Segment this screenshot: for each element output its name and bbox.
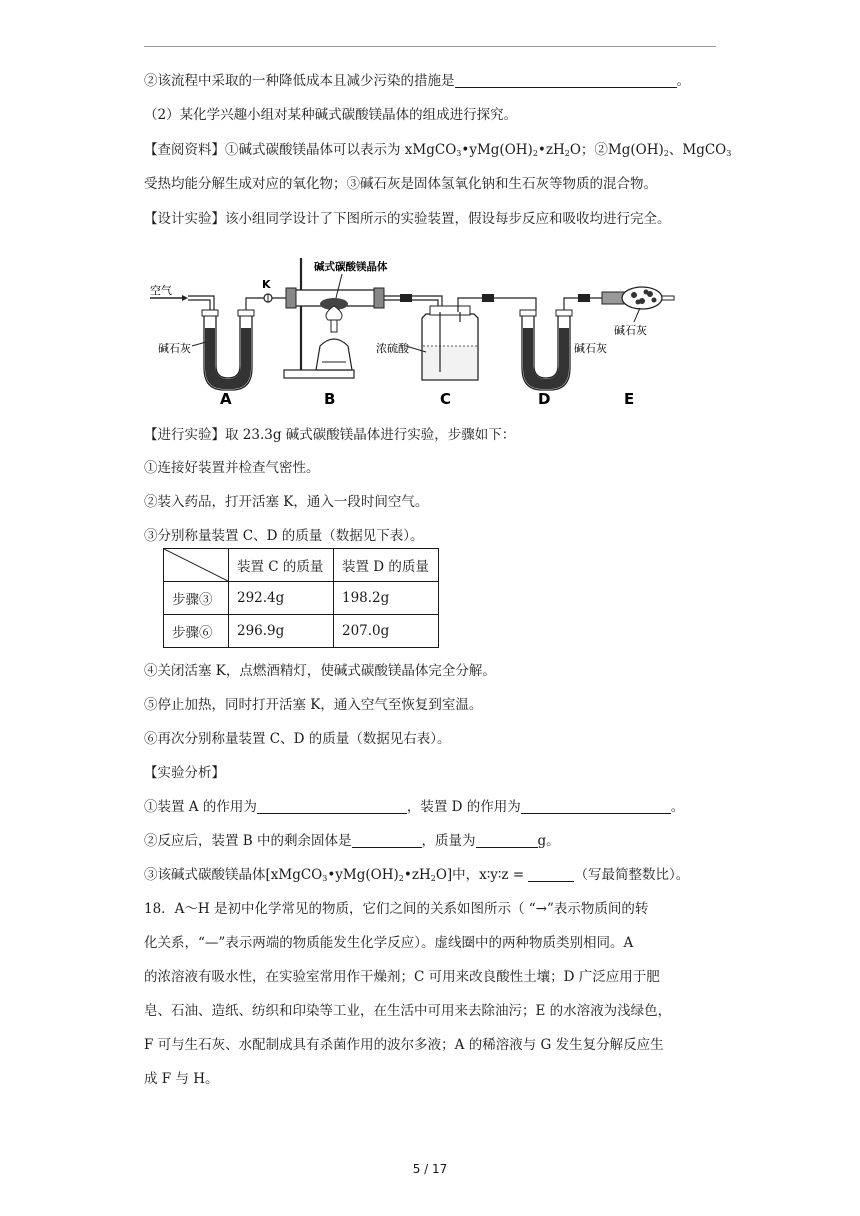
u-tube-a <box>202 310 254 390</box>
table-row <box>164 582 439 615</box>
table-cell-c: 296.9g <box>229 615 334 648</box>
text: •yMg(OH) <box>327 867 399 883</box>
q18-line-2: 化关系，“—”表示两端的物质能发生化学反应）。虚线圈中的两种物质类别相同。A <box>144 935 634 951</box>
text: ，装置 D 的作用为 <box>406 799 521 815</box>
page-number: 5 / 17 <box>412 1162 448 1176</box>
answer-blank[interactable] <box>521 799 671 814</box>
mass-table <box>163 548 439 648</box>
valve-label: K <box>262 278 271 291</box>
text: ②该流程中采取的一种降低成本且减少污染的措施是 <box>144 73 455 89</box>
text: 。 <box>676 73 690 89</box>
table-header: 装置 C 的质量 <box>229 549 334 582</box>
section-tag: 【设计实验】 <box>144 211 225 227</box>
text: ③该碱式碳酸镁晶体[xMgCO <box>144 867 323 883</box>
subscript: 2 <box>398 874 404 883</box>
subscript: 2 <box>430 874 436 883</box>
diagonal-line <box>164 549 228 581</box>
answer-blank[interactable] <box>476 833 538 848</box>
q18-line-3: 的浓溶液有吸水性，在实验室常用作干燥剂；C 可用来改良酸性土壤；D 广泛应用于肥 <box>144 969 660 985</box>
table-header: 装置 D 的质量 <box>334 549 439 582</box>
analysis-2 <box>144 832 560 850</box>
table-cell-step: 步骤⑥ <box>164 615 229 648</box>
label-b: B <box>324 390 336 408</box>
apparatus-diagram <box>144 258 694 408</box>
answer-blank[interactable] <box>455 73 677 88</box>
table-header-row <box>164 549 439 582</box>
table-cell-d: 198.2g <box>334 582 439 615</box>
step-5: ⑤停止加热，同时打开活塞 K，通入空气至恢复到室温。 <box>144 697 483 713</box>
line-procedure <box>144 426 515 444</box>
subscript: 2 <box>663 149 669 158</box>
text: ①装置 A 的作用为 <box>144 799 257 815</box>
text: •zH <box>403 867 431 883</box>
connector <box>578 294 590 302</box>
table-cell-step: 步骤③ <box>164 582 229 615</box>
line-reference-cont: 受热均能分解生成对应的氧化物；③碱石灰是固体氢氧化钠和生石灰等物质的混合物。 <box>144 176 657 192</box>
text: O]中，x∶y∶z = <box>435 867 525 883</box>
crystal-label: 碱式碳酸镁晶体 <box>314 261 388 273</box>
q18-line-1: 18．A～H 是初中化学常见的物质，它们之间的关系如图所示（ “→”表示物质间的转 <box>144 901 649 917</box>
alcohol-lamp <box>316 306 352 370</box>
text: 该小组同学设计了下图所示的实验装置，假设每步反应和吸收均进行完全。 <box>225 211 671 227</box>
u-tube-d <box>520 310 572 390</box>
table-cell-d: 207.0g <box>334 615 439 648</box>
text: g。 <box>537 833 560 849</box>
label-c: C <box>440 390 452 408</box>
pointer <box>634 308 640 322</box>
analysis-3 <box>144 866 689 888</box>
subscript: 2 <box>564 149 570 158</box>
step-4: ④关闭活塞 K，点燃酒精灯，使碱式碳酸镁晶体完全分解。 <box>144 663 496 679</box>
section-tag: 【实验分析】 <box>144 765 225 781</box>
text: •zH <box>537 142 565 158</box>
step-1: ①连接好装置并检查气密性。 <box>144 460 320 476</box>
label-d: D <box>538 390 551 408</box>
section-tag: 【查阅资料】 <box>144 142 225 158</box>
subscript: 3 <box>456 149 462 158</box>
table-row <box>164 615 439 648</box>
answer-blank[interactable] <box>257 799 407 814</box>
sodalime-label-e: 碱石灰 <box>614 324 647 337</box>
header-rule <box>144 46 716 47</box>
line-reference <box>144 141 731 163</box>
table-corner-cell <box>164 549 229 582</box>
drying-tube-e <box>602 287 674 309</box>
text: 取 23.3g 碱式碳酸镁晶体进行实验，步骤如下： <box>225 427 516 443</box>
q18-line-6: 成 F 与 H。 <box>144 1071 219 1087</box>
label-e: E <box>624 390 635 408</box>
sodalime-label-a: 碱石灰 <box>158 342 191 355</box>
step-3: ③分别称量装置 C、D 的质量（数据见下表）。 <box>144 528 424 544</box>
subscript: 3 <box>726 149 732 158</box>
text: 。 <box>670 799 685 815</box>
text: •yMg(OH) <box>461 142 533 158</box>
q18-line-4: 皂、石油、造纸、纺织和印染等工业，在生活中可用来去除油污；E 的水溶液为浅绿色， <box>144 1003 672 1019</box>
connector <box>482 294 494 302</box>
arrow-head <box>182 295 188 301</box>
line-measure <box>144 72 690 90</box>
acid-label: 浓硫酸 <box>376 342 409 355</box>
step-6: ⑥再次分别称量装置 C、D 的质量（数据见右表）。 <box>144 731 451 747</box>
step-2: ②装入药品，打开活塞 K，通入一段时间空气。 <box>144 494 429 510</box>
text: ①碱式碳酸镁晶体可以表示为 xMgCO <box>225 142 457 158</box>
text: O；②Mg(OH) <box>569 142 664 158</box>
text: 、MgCO <box>668 142 727 158</box>
text: ，质量为 <box>421 833 476 849</box>
text: ②反应后，装置 B 中的剩余固体是 <box>144 833 352 849</box>
wash-bottle-c <box>422 306 478 380</box>
analysis-1 <box>144 798 684 816</box>
sodalime-label-d: 碱石灰 <box>574 342 607 355</box>
section-tag: 【进行实验】 <box>144 427 225 443</box>
line-analysis <box>144 764 225 782</box>
line-intro: （2）某化学兴趣小组对某种碱式碳酸镁晶体的组成进行探究。 <box>144 107 518 123</box>
air-label: 空气 <box>150 284 172 297</box>
answer-blank[interactable] <box>352 833 422 848</box>
subscript: 2 <box>532 149 538 158</box>
subscript: 3 <box>322 874 328 883</box>
line-design <box>144 210 671 228</box>
text: （写最简整数比）。 <box>574 867 690 883</box>
q18-line-5: F 可与生石灰、水配制成具有杀菌作用的波尔多液；A 的稀溶液与 G 发生复分解反应生 <box>144 1037 664 1053</box>
connector <box>400 294 412 302</box>
label-a: A <box>220 390 232 408</box>
table-cell-c: 292.4g <box>229 582 334 615</box>
answer-blank[interactable] <box>528 867 574 882</box>
